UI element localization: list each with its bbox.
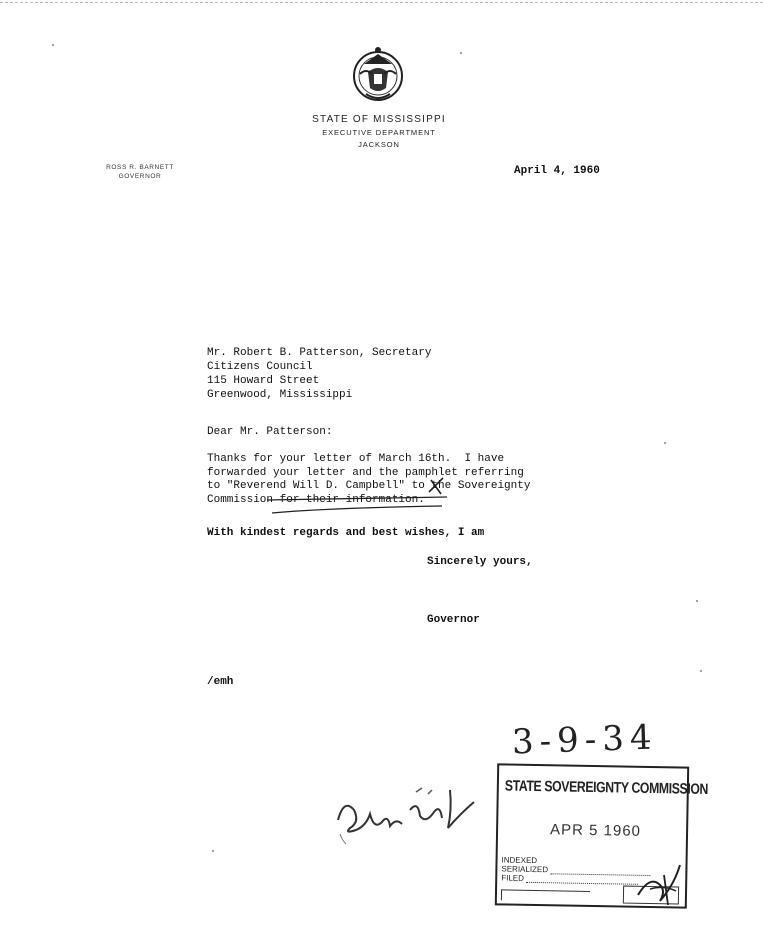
stamp-box xyxy=(501,889,590,902)
scan-speck xyxy=(664,442,666,444)
recipient-address xyxy=(207,346,431,402)
body-line: forwarded your letter and the pamphlet referring xyxy=(207,466,524,479)
governor-title: GOVERNOR xyxy=(118,173,162,180)
letterhead-city: JACKSON xyxy=(358,140,400,149)
address-line: Greenwood, Mississippi xyxy=(207,389,353,401)
governor-block xyxy=(92,163,188,181)
stamp-initials-icon xyxy=(630,855,690,910)
state-seal-icon xyxy=(350,44,406,106)
typist-initials: /emh xyxy=(207,676,234,688)
governor-name: ROSS R. BARNETT xyxy=(106,164,174,171)
address-line: Citizens Council xyxy=(207,361,313,373)
sign-off: Sincerely yours, xyxy=(427,556,533,568)
stamp-date: APR 5 1960 xyxy=(549,821,642,840)
scan-speck xyxy=(52,44,54,46)
letterhead xyxy=(260,113,498,151)
page-top-border xyxy=(0,2,763,3)
scan-speck xyxy=(212,850,214,852)
scan-speck xyxy=(696,600,698,602)
letterhead-state: STATE OF MISSISSIPPI xyxy=(312,114,446,125)
address-line: Mr. Robert B. Patterson, Secretary xyxy=(207,347,432,359)
body-line: to "Reverend Will D. Campbell" to the Sovereignty xyxy=(207,480,531,492)
letterhead-department: EXECUTIVE DEPARTMENT xyxy=(322,128,436,137)
body-line: Commission for their information. xyxy=(207,493,425,506)
handwritten-file-number: 3-9-34 xyxy=(511,717,659,763)
closing-paragraph: With kindest regards and best wishes, I am xyxy=(207,527,485,539)
scan-speck xyxy=(460,52,462,54)
scan-speck xyxy=(700,670,702,672)
salutation: Dear Mr. Patterson: xyxy=(207,426,333,438)
stamp-fields xyxy=(501,855,650,885)
address-line: 115 Howard Street xyxy=(207,375,320,387)
stamp-field-label: INDEXED xyxy=(501,855,538,866)
stamp-field-line xyxy=(526,876,638,885)
letter-date: April 4, 1960 xyxy=(514,165,600,177)
signature-title: Governor xyxy=(427,614,480,626)
stamp-title: STATE SOVEREIGNTY COMMISSION xyxy=(504,777,709,799)
underline-marks xyxy=(207,466,507,526)
handwritten-signature-icon xyxy=(330,770,490,850)
stamp-field-label: SERIALIZED xyxy=(501,864,549,875)
body-line: Thanks for your letter of March 16th. I have xyxy=(207,453,505,465)
stamp-field-label: FILED xyxy=(501,873,525,883)
